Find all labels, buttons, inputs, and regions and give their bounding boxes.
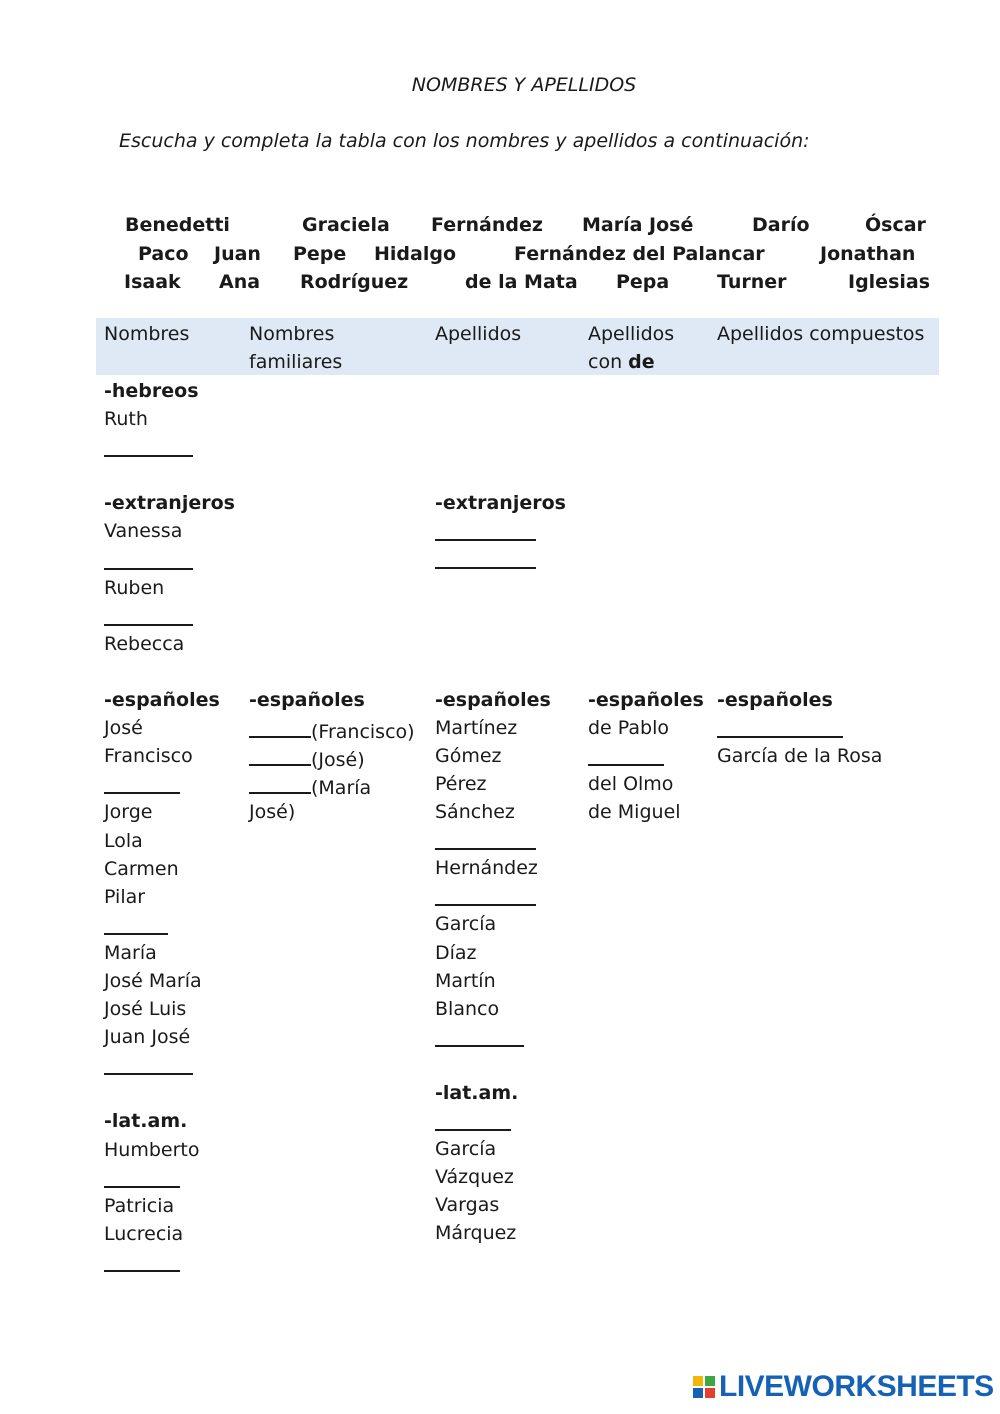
- answer-row[interactable]: (María: [249, 770, 415, 798]
- list-item: Díaz: [435, 941, 477, 964]
- answer-blank[interactable]: [104, 1051, 235, 1079]
- column-apellidos: [435, 489, 566, 1248]
- list-item: Vázquez: [435, 1166, 514, 1189]
- bank-word[interactable]: Fernández del Palancar: [514, 243, 765, 265]
- bank-word[interactable]: de la Mata: [465, 271, 578, 293]
- answer-blank[interactable]: [435, 826, 566, 854]
- answer-blank[interactable]: [104, 770, 235, 798]
- group-label: -lat.am.: [435, 1081, 519, 1104]
- group-label: -españoles: [717, 689, 833, 711]
- group-label: -hebreos: [104, 380, 199, 402]
- list-item: García: [435, 913, 497, 936]
- bank-word[interactable]: Pepe: [293, 243, 347, 265]
- answer-blank[interactable]: [435, 545, 566, 573]
- group-label: -españoles: [588, 689, 704, 711]
- answer-blank[interactable]: [435, 517, 566, 545]
- list-item: Ruben: [104, 576, 165, 599]
- list-item: Francisco: [104, 745, 193, 768]
- logo-icon: [693, 1376, 715, 1398]
- answer-blank[interactable]: [104, 546, 235, 574]
- list-item: del Olmo: [588, 773, 674, 796]
- list-item: de Miguel: [588, 801, 681, 824]
- liveworksheets-logo: [693, 1370, 994, 1404]
- list-item: Humberto: [104, 1138, 200, 1161]
- bank-word[interactable]: Paco: [138, 243, 189, 265]
- group-label: -españoles: [249, 689, 365, 711]
- bank-word[interactable]: Juan: [214, 243, 261, 265]
- group-label: -españoles: [104, 689, 220, 712]
- list-item: Lucrecia: [104, 1222, 184, 1245]
- list-item: Blanco: [435, 997, 500, 1020]
- list-item: Jorge: [104, 801, 153, 824]
- list-item: María: [104, 941, 157, 964]
- list-item: Lola: [104, 829, 143, 852]
- answer-blank[interactable]: [588, 742, 704, 770]
- list-item: Ruth: [104, 408, 148, 431]
- bank-word[interactable]: Hidalgo: [374, 243, 457, 265]
- header-apellidos-con-de: Apellidos con de: [588, 323, 675, 373]
- answer-blank[interactable]: [435, 882, 566, 910]
- list-item: José Luis: [104, 998, 187, 1021]
- bank-word[interactable]: Fernández: [431, 214, 543, 236]
- list-item: Martínez: [435, 716, 518, 739]
- bank-word[interactable]: Isaak: [124, 271, 181, 293]
- answer-blank[interactable]: [435, 1023, 566, 1051]
- list-item: Patricia: [104, 1194, 175, 1217]
- answer-blank[interactable]: [104, 911, 235, 939]
- bank-word[interactable]: Iglesias: [848, 271, 931, 293]
- bank-word[interactable]: Jonathan: [820, 243, 916, 265]
- bank-word[interactable]: Turner: [717, 271, 787, 293]
- column-apellidos-compuestos: [717, 686, 882, 770]
- list-item: García: [435, 1138, 497, 1161]
- list-item: de Pablo: [588, 717, 670, 740]
- instruction-text: Escucha y completa la tabla con los nombres y apellidos a continuación:: [119, 130, 810, 152]
- page-title: NOMBRES Y APELLIDOS: [411, 74, 637, 96]
- list-item: José María: [104, 969, 202, 992]
- bank-word[interactable]: Óscar: [865, 214, 926, 236]
- bank-word[interactable]: Pepa: [616, 271, 670, 293]
- logo-text: LIVEWORKSHEETS: [719, 1370, 994, 1403]
- list-item: José: [104, 717, 143, 740]
- list-item: Pilar: [104, 885, 146, 908]
- column-nombres: [104, 377, 235, 1276]
- answer-blank[interactable]: [435, 1107, 566, 1135]
- list-item: José): [249, 801, 296, 824]
- list-item: Martín: [435, 969, 496, 992]
- group-label: -extranjeros: [435, 492, 566, 514]
- bank-word[interactable]: Ana: [219, 271, 261, 293]
- bank-word[interactable]: Darío: [752, 214, 810, 236]
- list-item: Hernández: [435, 857, 538, 880]
- group-label: -lat.am.: [104, 1110, 188, 1133]
- bank-word[interactable]: Graciela: [302, 214, 390, 236]
- bank-word[interactable]: María José: [582, 214, 694, 236]
- bank-word[interactable]: Rodríguez: [300, 271, 409, 293]
- column-apellidos-con-de: [588, 686, 704, 826]
- list-item: Sánchez: [435, 801, 515, 824]
- list-item: García de la Rosa: [717, 745, 883, 768]
- group-label: -españoles: [435, 688, 551, 711]
- answer-row[interactable]: (José): [249, 742, 415, 770]
- list-item: Rebecca: [104, 632, 185, 655]
- column-nombres-familiares: [249, 686, 415, 826]
- answer-blank[interactable]: [717, 714, 882, 742]
- list-item: Pérez: [435, 772, 487, 795]
- list-item: Vargas: [435, 1194, 500, 1217]
- bank-word[interactable]: Benedetti: [125, 214, 230, 236]
- answer-blank[interactable]: [104, 433, 235, 461]
- header-nombres: Nombres: [104, 323, 190, 345]
- header-apellidos-compuestos: Apellidos compuestos: [717, 323, 925, 345]
- list-item: Gómez: [435, 744, 502, 767]
- list-item: Juan José: [104, 1026, 191, 1049]
- header-apellidos: Apellidos: [435, 323, 522, 345]
- answer-row[interactable]: (Francisco): [249, 714, 415, 742]
- answer-blank[interactable]: [104, 1248, 235, 1276]
- answer-blank[interactable]: [104, 1164, 235, 1192]
- list-item: Vanessa: [104, 520, 183, 543]
- header-nombres-familiares: Nombres familiares: [249, 323, 343, 373]
- answer-blank[interactable]: [104, 602, 235, 630]
- list-item: Márquez: [435, 1222, 517, 1245]
- list-item: Carmen: [104, 857, 179, 880]
- group-label: -extranjeros: [104, 492, 235, 515]
